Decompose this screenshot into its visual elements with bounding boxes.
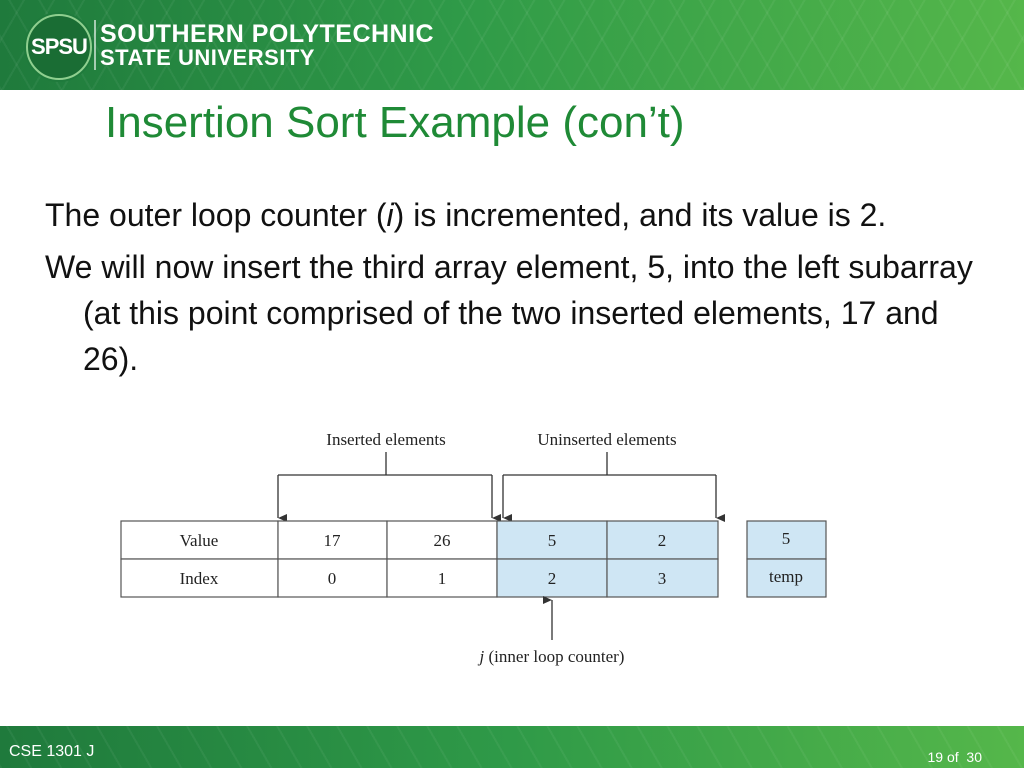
page-current: 19 — [927, 749, 944, 765]
temp-box — [747, 521, 826, 597]
pointer-var: j — [479, 647, 485, 666]
value-26: 26 — [433, 531, 451, 550]
array-table — [121, 521, 718, 597]
bullet-1-after: ) is incremented, and its value is 2. — [393, 197, 887, 233]
bullet-2: We will now insert the third array element, 5, into the left subarray (at this point comprised of the two inserted elements, 17 and 26). — [45, 249, 973, 377]
index-1: 1 — [437, 569, 447, 588]
value-17: 17 — [323, 531, 341, 550]
logo-text: SPSU — [31, 34, 87, 59]
index-0: 0 — [327, 569, 337, 588]
page-number — [927, 749, 982, 765]
university-name-line2: STATE UNIVERSITY — [100, 45, 315, 70]
temp-value: 5 — [781, 529, 791, 548]
page-total: 30 — [966, 749, 982, 765]
index-2: 2 — [547, 569, 557, 588]
university-name-line1: SOUTHERN POLYTECHNIC — [100, 20, 435, 48]
row-label-index: Index — [179, 569, 219, 588]
value-5: 5 — [547, 531, 557, 550]
footer-banner — [0, 726, 1024, 768]
bullet-1-var: i — [386, 197, 394, 233]
bullet-1-before: The outer loop counter ( — [45, 197, 387, 233]
row-label-value: Value — [179, 531, 219, 550]
inserted-bracket — [278, 452, 492, 518]
inserted-elements-label: Inserted elements — [326, 430, 446, 449]
pointer-label: (inner loop counter) — [484, 647, 625, 666]
slide-title: Insertion Sort Example (con’t) — [105, 98, 685, 147]
inner-loop-counter-label — [478, 647, 625, 666]
index-3: 3 — [657, 569, 667, 588]
uninserted-bracket — [503, 452, 716, 518]
uninserted-elements-label: Uninserted elements — [537, 430, 677, 449]
temp-label: temp — [769, 567, 803, 586]
value-2: 2 — [657, 531, 667, 550]
course-label: CSE 1301 J — [9, 743, 95, 760]
page-of: of — [946, 749, 959, 765]
